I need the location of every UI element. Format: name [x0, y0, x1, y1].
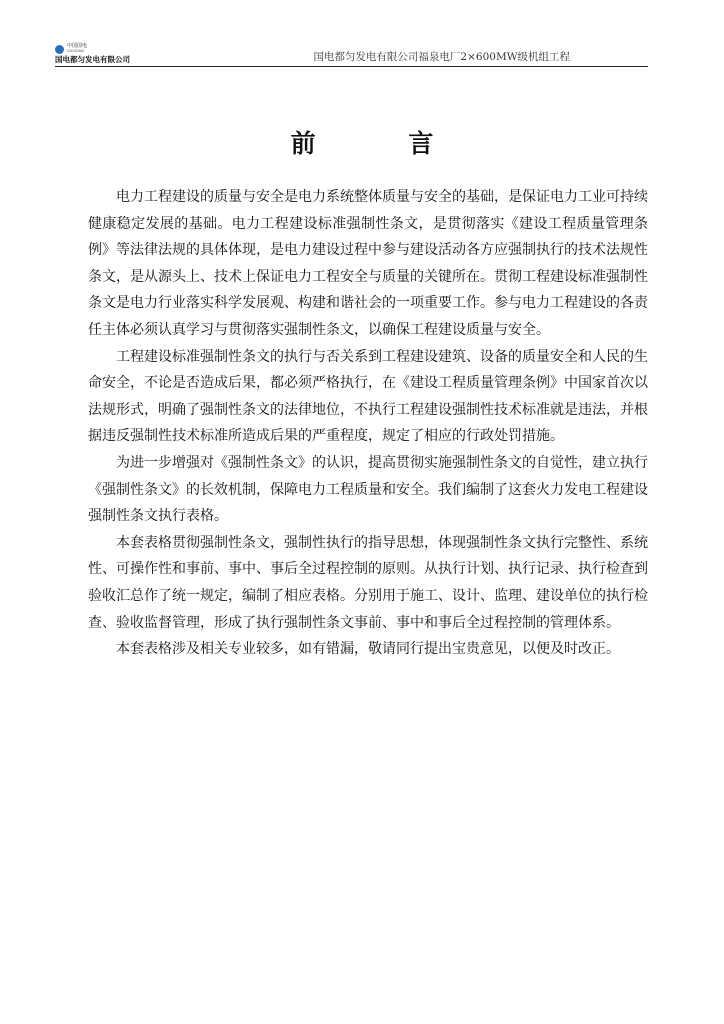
- page-header: [55, 40, 648, 67]
- logo-sub-line: GUODIAN: [67, 49, 84, 53]
- paragraph-2: 工程建设标准强制性条文的执行与否关系到工程建设建筑、设备的质量安全和人民的生命安全，不论是否造成后果，都必须严格执行，在《建设工程质量管理条例》中国家首次以法规形式，明确了强制性条文的法律地位，不执行工程建设强制性技术标准就是违法，并根据违反强制性技术标准所造成后果的严重程度，规定了相应的行政处罚措施。: [88, 348, 648, 445]
- logo-company-name: 国电都匀发电有限公司: [55, 55, 130, 64]
- guodian-logo-icon: [55, 45, 64, 54]
- paragraph-3: 为进一步增强对《强制性条文》的认识，提高贯彻实施强制性条文的自觉性，建立执行《强制性条文》的长效机制，保障电力工程质量和安全。我们编制了这套火力发电工程建设强制性条文执行表格。: [88, 454, 648, 525]
- company-logo: [55, 42, 165, 66]
- logo-top-line: 中国国电: [67, 43, 88, 49]
- page-title: 前 言: [290, 129, 476, 158]
- preface-body: [88, 184, 648, 663]
- paragraph-1: 电力工程建设的质量与安全是电力系统整体质量与安全的基础，是保证电力工业可持续健康稳定发展的基础。电力工程建设标准强制性条文，是贯彻落实《建设工程质量管理条例》等法律法规的具体体现，是电力建设过程中参与建设活动各方应强制执行的技术法规性条文，是从源头上、技术上保证电力工程安全与质量的关键所在。贯彻工程建设标准强制性条文是电力行业落实科学发展观、构建和谐社会的一项重要工作。参与电力工程建设的各责任主体必须认真学习与贯彻落实强制性条文，以确保工程建设质量与安全。: [88, 189, 648, 338]
- paragraph-4: 本套表格贯彻强制性条文，强制性执行的指导思想，体现强制性条文执行完整性、系统性、可操作性和事前、事中、事后全过程控制的原则。从执行计划、执行记录、执行检查到验收汇总作了统一规定，编制了相应表格。分别用于施工、设计、监理、建设单位的执行检查、验收监督管理，形成了执行强制性条文事前、事中和事后全过程控制的管理体系。: [88, 534, 648, 631]
- paragraph-5: 本套表格涉及相关专业较多，如有错漏，敬请同行提出宝贵意见，以便及时改正。: [116, 641, 620, 658]
- header-project-title: 国电都匀发电有限公司福泉电厂2×600MW级机组工程: [313, 51, 570, 63]
